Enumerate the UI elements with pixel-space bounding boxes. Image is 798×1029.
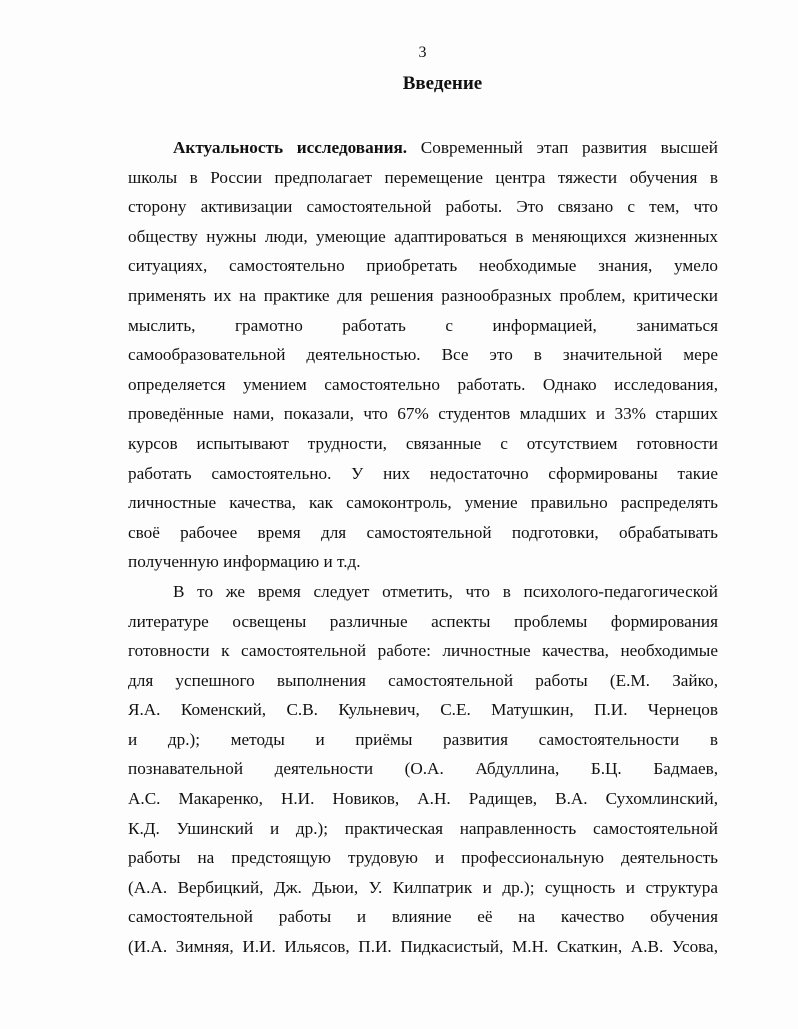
paragraph-line: применять их на практике для решения разнообразных проблем, критически (128, 285, 718, 305)
body-text (128, 133, 718, 962)
paragraph-line: Актуальность исследования. Современный этап развития высшей (173, 138, 718, 157)
page-number: 3 (418, 44, 427, 61)
paragraph-line: работы на предстоящую трудовую и профессиональную деятельность (128, 848, 718, 868)
paragraph-line: для успешного выполнения самостоятельной работы (Е.М. Зайко, (128, 670, 718, 690)
paragraph-line: и др.); методы и приёмы развития самостоятельности в (128, 729, 718, 749)
paragraph-line: полученную информацию и т.д. (128, 552, 361, 572)
paragraph-line: определяется умением самостоятельно работать. Однако исследования, (128, 374, 718, 394)
paragraph-line: проведённые нами, показали, что 67% студентов младших и 33% старших (128, 404, 718, 424)
paragraph-line: сторону активизации самостоятельной работы. Это связано с тем, что (128, 197, 718, 217)
paragraph-line: К.Д. Ушинский и др.); практическая направленность самостоятельной (128, 818, 718, 838)
paragraph-line: познавательной деятельности (О.А. Абдуллина, Б.Ц. Бадмаев, (128, 759, 718, 779)
paragraph-line: самостоятельной работы и влияние её на качество обучения (128, 907, 718, 927)
paragraph-literature (128, 577, 718, 962)
paragraph-line: В то же время следует отметить, что в психолого-педагогической (173, 581, 718, 601)
paragraph-line: готовности к самостоятельной работе: личностные качества, необходимые (128, 641, 718, 661)
paragraph-line: обществу нужны люди, умеющие адаптироваться в меняющихся жизненных (128, 226, 718, 246)
section-heading: Введение (402, 73, 483, 94)
paragraph-line: личностные качества, как самоконтроль, умение правильно распределять (128, 493, 718, 513)
paragraph-line: курсов испытывают трудности, связанные с отсутствием готовности (128, 433, 718, 453)
paragraph-line: Я.А. Коменский, С.В. Кульневич, С.Е. Матушкин, П.И. Чернецов (128, 700, 718, 720)
paragraph-line: (И.А. Зимняя, И.И. Ильясов, П.И. Пидкасистый, М.Н. Скаткин, А.В. Усова, (128, 937, 718, 957)
paragraph-line: литературе освещены различные аспекты проблемы формирования (128, 611, 718, 631)
paragraph-line: своё рабочее время для самостоятельной подготовки, обрабатывать (128, 522, 718, 542)
paragraph-line: ситуациях, самостоятельно приобретать необходимые знания, умело (128, 256, 718, 276)
paragraph-relevance (128, 133, 718, 577)
paragraph-line: работать самостоятельно. У них недостаточно сформированы такие (128, 463, 718, 483)
paragraph-line: самообразовательной деятельностью. Все это в значительной мере (128, 345, 718, 365)
paragraph-lead: Актуальность исследования. (173, 138, 408, 157)
paragraph-line: мыслить, грамотно работать с информацией, заниматься (128, 315, 718, 335)
paragraph-line: школы в России предполагает перемещение центра тяжести обучения в (128, 167, 718, 187)
paragraph-line: А.С. Макаренко, Н.И. Новиков, А.Н. Радищев, В.А. Сухомлинский, (128, 789, 718, 809)
paragraph-line: (А.А. Вербицкий, Дж. Дьюи, У. Килпатрик и др.); сущность и структура (128, 877, 718, 897)
